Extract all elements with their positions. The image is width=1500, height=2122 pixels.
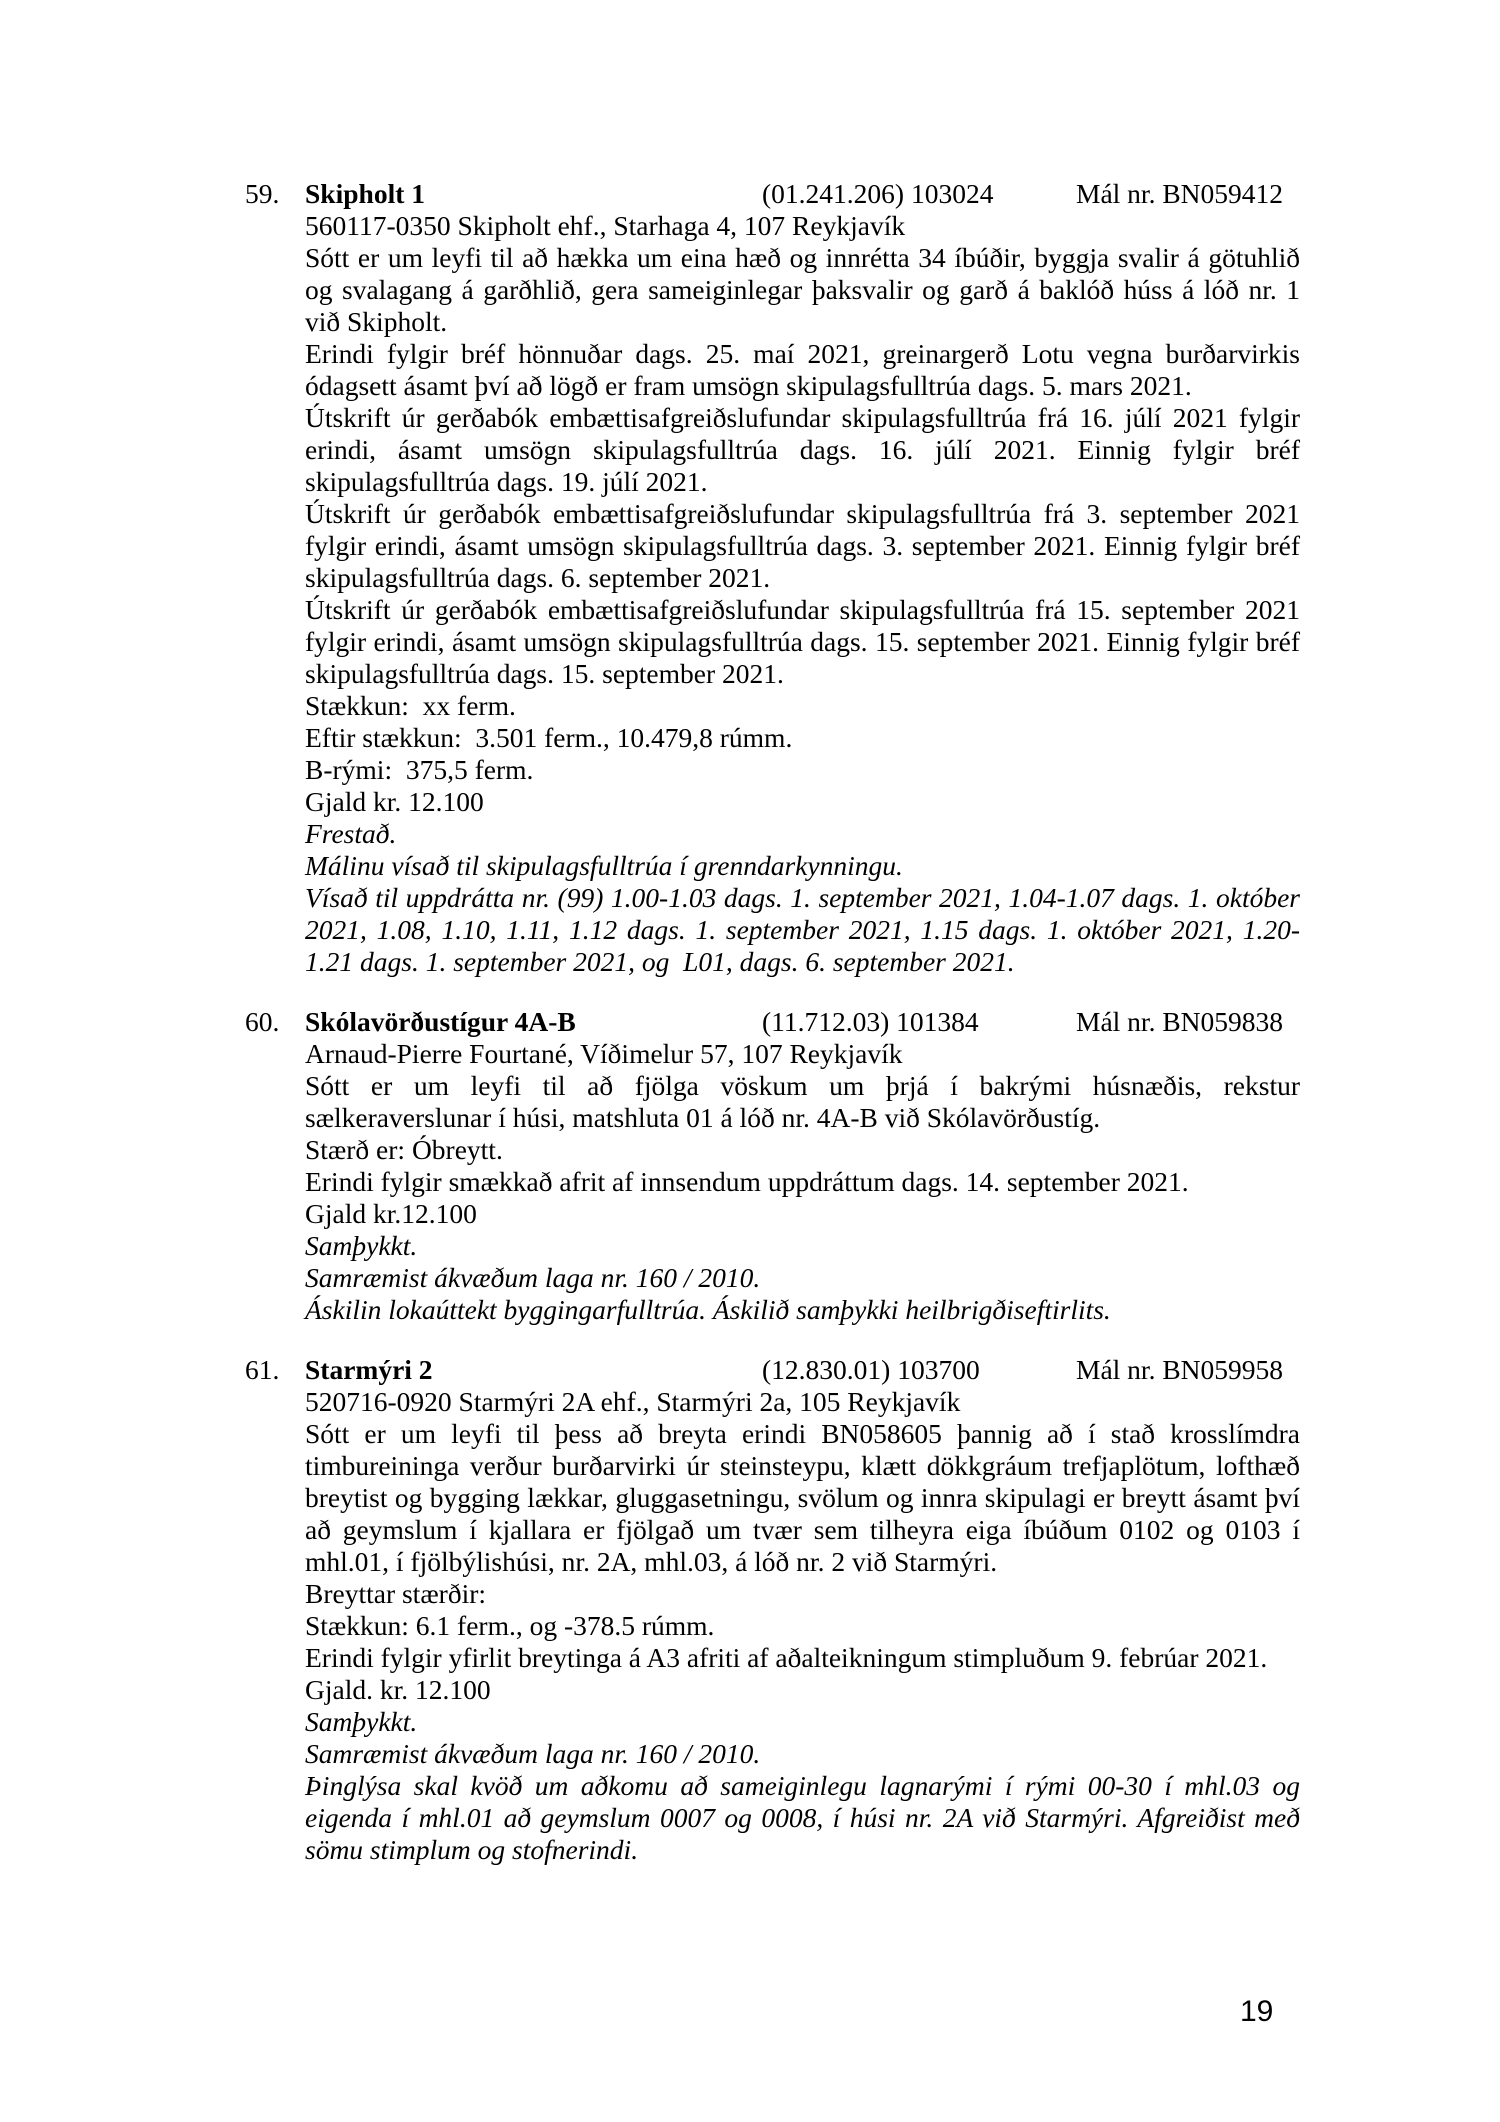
page-number: 19 — [1240, 1995, 1274, 2028]
item-size-line: Stækkun: xx ferm. — [305, 690, 516, 721]
item-decision: Þinglýsa skal kvöð um aðkomu að sameiginlegu lagnarými í rými 00-30 í mhl.03 og eigenda í mhl.01 að geymslum 0007 og 0008, í húsi nr. 2A við Starmýri. Afgreiðist með sömu stimplum og stofnerindi. — [305, 1770, 1300, 1865]
item-paragraph: Sótt er um leyfi til að hækka um eina hæð og innrétta 34 íbúðir, byggja svalir á götuhlið og svalagang á garðhlið, gera sameiginlegar þaksvalir og garð á baklóð húss á lóð nr. 1 við Skipholt. — [305, 242, 1300, 337]
item-decision: Samþykkt. — [305, 1230, 418, 1261]
item-body — [305, 1038, 1300, 1326]
item-body — [305, 210, 1300, 978]
item-decision: Samræmist ákvæðum laga nr. 160 / 2010. — [305, 1738, 761, 1769]
item-paragraph: Útskrift úr gerðabók embættisafgreiðslufundar skipulagsfulltrúa frá 16. júlí 2021 fylgir erindi, ásamt umsögn skipulagsfulltrúa dags. 16. júlí 2021. Einnig fylgir bréf skipulagsfulltrúa dags. 19. júlí 2021. — [305, 402, 1300, 497]
item-number: 59. — [245, 178, 280, 209]
item-size-line: Eftir stækkun: 3.501 ferm., 10.479,8 rúmm. — [305, 722, 793, 753]
item-property-ref: (11.712.03) 101384 — [762, 1006, 979, 1037]
item-number: 60. — [245, 1006, 280, 1037]
item-paragraph: Sótt er um leyfi til að fjölga vöskum um þrjá í bakrými húsnæðis, rekstur sælkeraverslunar í húsi, matshluta 01 á lóð nr. 4A-B við Skólavörðustíg. — [305, 1070, 1300, 1133]
item-property-ref: (12.830.01) 103700 — [762, 1354, 980, 1385]
item-decision: Áskilin lokaúttekt byggingarfulltrúa. Áskilið samþykki heilbrigðiseftirlits. — [305, 1294, 1111, 1325]
item-fee-line: Gjald. kr. 12.100 — [305, 1674, 491, 1705]
item-case-number: Mál nr. BN059838 — [1076, 1006, 1284, 1037]
item-paragraph: Erindi fylgir bréf hönnuðar dags. 25. maí 2021, greinargerð Lotu vegna burðarvirkis ódagsett ásamt því að lögð er fram umsögn skipulagsfulltrúa dags. 5. mars 2021. — [305, 338, 1300, 401]
item-fee-line: Gjald kr.12.100 — [305, 1198, 477, 1229]
item-title: Starmýri 2 — [305, 1354, 433, 1385]
item-decision: Frestað. — [305, 818, 397, 849]
item-number: 61. — [245, 1354, 280, 1385]
agenda-item-61 — [245, 1354, 1300, 1866]
item-decision: Samræmist ákvæðum laga nr. 160 / 2010. — [305, 1262, 761, 1293]
item-size-line: Breyttar stærðir: — [305, 1578, 487, 1609]
agenda-item-60 — [245, 1006, 1300, 1326]
item-title: Skipholt 1 — [305, 178, 425, 209]
item-owner: Arnaud-Pierre Fourtané, Víðimelur 57, 107 Reykjavík — [305, 1038, 903, 1069]
item-property-ref: (01.241.206) 103024 — [762, 178, 994, 209]
item-fee-line: Gjald kr. 12.100 — [305, 786, 484, 817]
item-size-line: B-rými: 375,5 ferm. — [305, 754, 534, 785]
item-owner: 520716-0920 Starmýri 2A ehf., Starmýri 2a, 105 Reykjavík — [305, 1386, 961, 1417]
item-paragraph: Erindi fylgir smækkað afrit af innsendum uppdráttum dags. 14. september 2021. — [305, 1166, 1189, 1197]
item-paragraph: Erindi fylgir yfirlit breytinga á A3 afriti af aðalteikningum stimpluðum 9. febrúar 2021. — [305, 1642, 1268, 1673]
item-owner: 560117-0350 Skipholt ehf., Starhaga 4, 107 Reykjavík — [305, 210, 906, 241]
item-paragraph: Sótt er um leyfi til þess að breyta erindi BN058605 þannig að í stað krosslímdra timbureininga verður burðarvirki úr steinsteypu, klætt dökkgráum trefjaplötum, lofthæð breytist og bygging lækkar, gluggasetningu, svölum og innra skipulagi er breytt ásamt því að geymslum í kjallara er fjölgað um tvær sem tilheyra eiga íbúðum 0102 og 0103 í mhl.01, í fjölbýlishúsi, nr. 2A, mhl.03, á lóð nr. 2 við Starmýri. — [305, 1418, 1300, 1577]
item-size-line: Stækkun: 6.1 ferm., og -378.5 rúmm. — [305, 1610, 715, 1641]
item-title: Skólavörðustígur 4A-B — [305, 1006, 576, 1037]
item-body — [305, 1386, 1300, 1866]
item-header — [245, 178, 1300, 210]
item-size-line: Stærð er: Óbreytt. — [305, 1134, 503, 1165]
item-paragraph: Útskrift úr gerðabók embættisafgreiðslufundar skipulagsfulltrúa frá 15. september 2021 fylgir erindi, ásamt umsögn skipulagsfulltrúa dags. 15. september 2021. Einnig fylgir bréf skipulagsfulltrúa dags. 15. september 2021. — [305, 594, 1300, 689]
item-decision: Vísað til uppdrátta nr. (99) 1.00-1.03 dags. 1. september 2021, 1.04-1.07 dags. 1. október 2021, 1.08, 1.10, 1.11, 1.12 dags. 1. september 2021, 1.15 dags. 1. október 2021, 1.20-1.21 dags. 1. september 2021, og L01, dags. 6. september 2021. — [305, 882, 1300, 977]
agenda-item-59 — [245, 178, 1300, 978]
item-header — [245, 1006, 1300, 1038]
item-decision: Samþykkt. — [305, 1706, 418, 1737]
minutes-content — [245, 178, 1300, 1894]
item-case-number: Mál nr. BN059958 — [1076, 1354, 1284, 1385]
item-paragraph: Útskrift úr gerðabók embættisafgreiðslufundar skipulagsfulltrúa frá 3. september 2021 fylgir erindi, ásamt umsögn skipulagsfulltrúa dags. 3. september 2021. Einnig fylgir bréf skipulagsfulltrúa dags. 6. september 2021. — [305, 498, 1300, 593]
item-case-number: Mál nr. BN059412 — [1076, 178, 1284, 209]
item-header — [245, 1354, 1300, 1386]
item-decision: Málinu vísað til skipulagsfulltrúa í grenndarkynningu. — [305, 850, 903, 881]
